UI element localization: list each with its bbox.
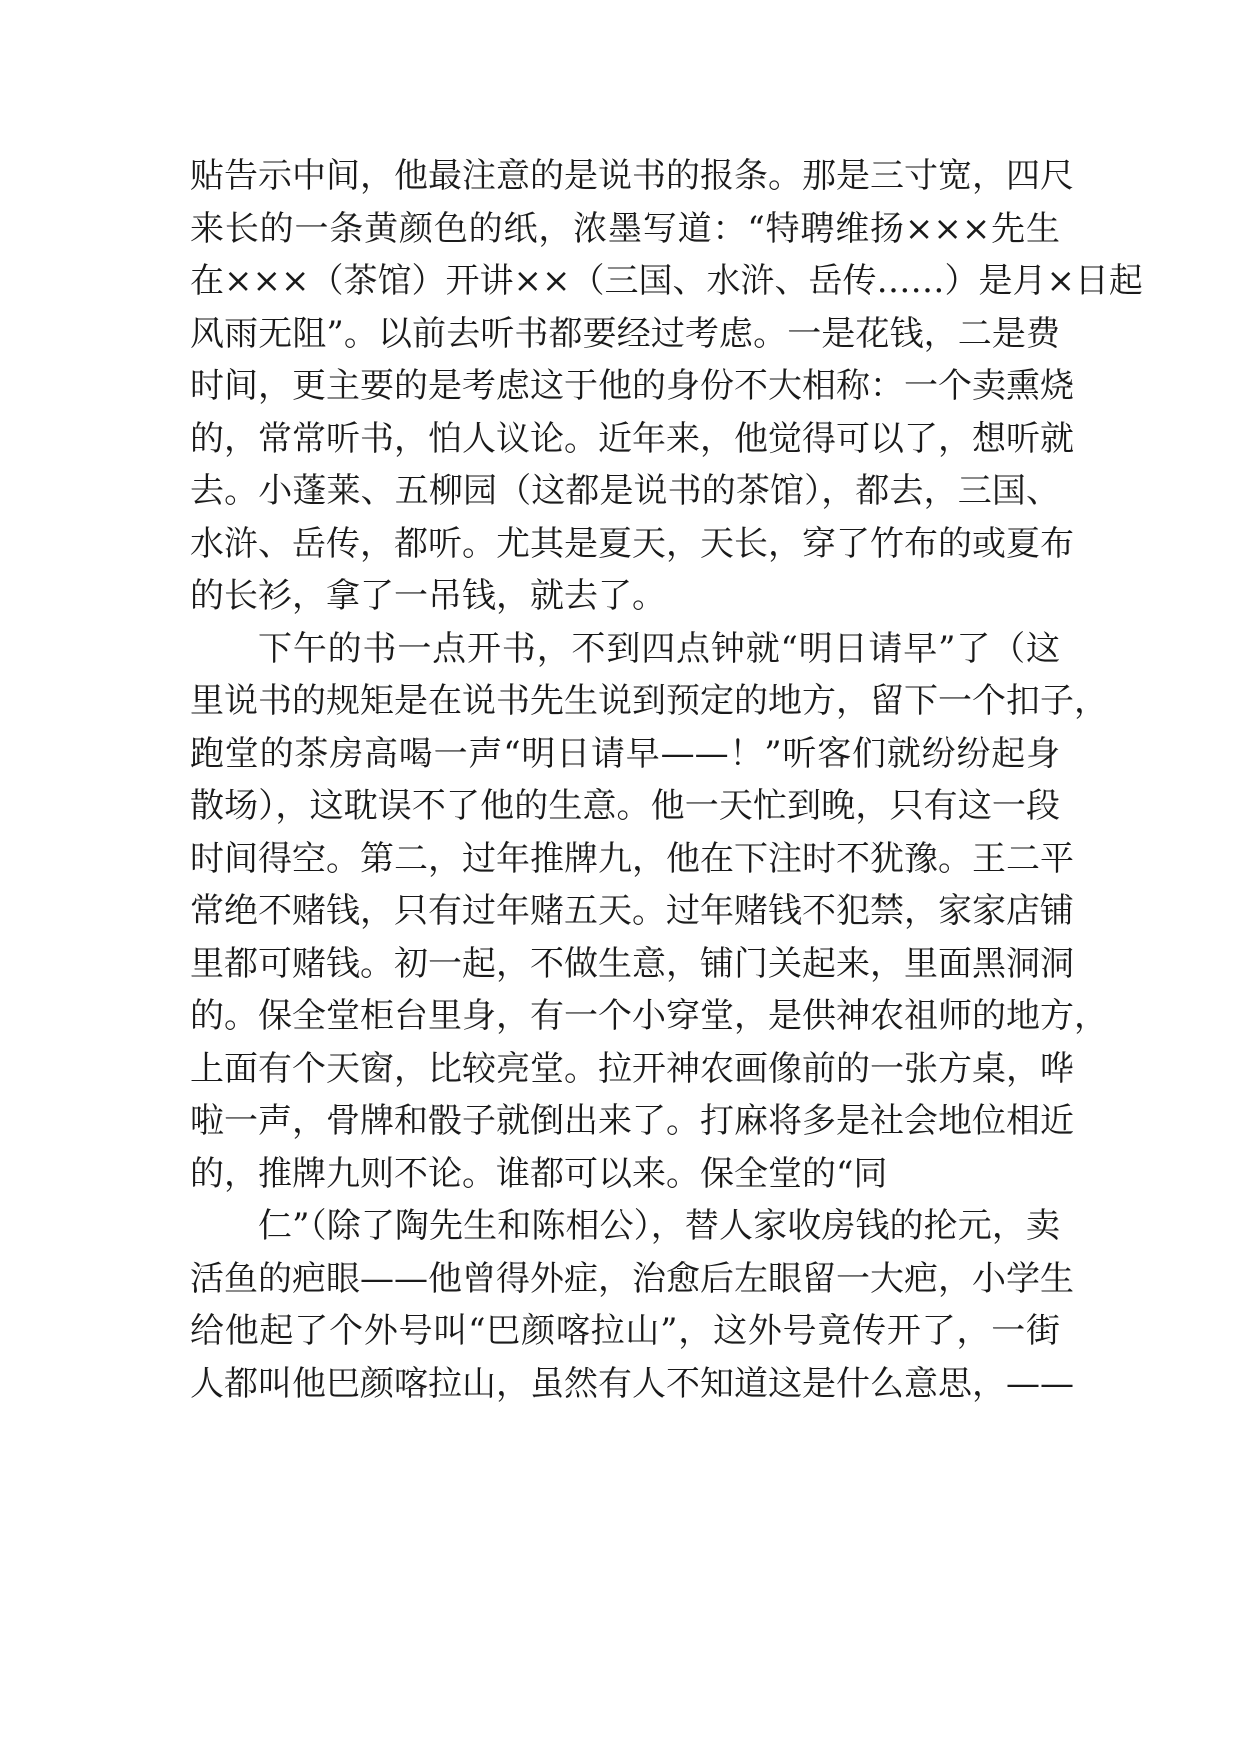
text-line: 啦一声，骨牌和骰子就倒出来了。打麻将多是社会地位相近	[190, 1101, 1074, 1141]
text-line: 跑堂的茶房高喝一声“明日请早——！”听客们就纷纷起身	[190, 733, 1060, 774]
text-line: 常绝不赌钱，只有过年赌五天。过年赌钱不犯禁，家家店铺	[190, 891, 1074, 931]
text-line: 的。保全堂柜台里身，有一个小穿堂，是供神农祖师的地方，	[190, 996, 1108, 1036]
text-line: 的，常常听书，怕人议论。近年来，他觉得可以了，想听就	[190, 418, 1074, 459]
text-line: 来长的一条黄颜色的纸，浓墨写道：“特聘维扬×××先生	[190, 208, 1060, 249]
body-text	[190, 150, 1143, 1410]
text-line: 水浒、岳传，都听。尤其是夏天，天长，穿了竹布的或夏布	[190, 523, 1074, 564]
text-line: 人都叫他巴颜喀拉山，虽然有人不知道这是什么意思，——	[190, 1363, 1074, 1404]
paragraph-first-line: 仁”（除了陶先生和陈相公），替人家收房钱的抡元，卖	[258, 1206, 1060, 1246]
text-line: 的，推牌九则不论。谁都可以来。保全堂的“同	[190, 1153, 888, 1194]
text-line: 上面有个天窗，比较亮堂。拉开神农画像前的一张方桌，哗	[190, 1048, 1074, 1089]
text-line: 去。小蓬莱、五柳园（这都是说书的茶馆），都去，三国、	[190, 471, 1060, 511]
text-line: 风雨无阻”。以前去听书都要经过考虑。一是花钱，二是费	[190, 313, 1060, 354]
text-line: 的长衫，拿了一吊钱，就去了。	[190, 576, 666, 616]
paragraph-first-line: 下午的书一点开书，不到四点钟就“明日请早”了（这	[258, 628, 1060, 669]
text-line: 时间得空。第二，过年推牌九，他在下注时不犹豫。王二平	[190, 838, 1074, 879]
text-line: 里都可赌钱。初一起，不做生意，铺门关起来，里面黑洞洞	[190, 943, 1074, 984]
text-line: 散场），这耽误不了他的生意。他一天忙到晚，只有这一段	[190, 786, 1060, 826]
text-line: 贴告示中间，他最注意的是说书的报条。那是三寸宽，四尺	[190, 156, 1074, 196]
text-line: 时间，更主要的是考虑这于他的身份不大相称：一个卖熏烧	[190, 366, 1074, 406]
text-line: 在×××（茶馆）开讲××（三国、水浒、岳传……）是月×日起	[190, 261, 1143, 301]
text-line: 给他起了个外号叫“巴颜喀拉山”，这外号竟传开了，一街	[190, 1311, 1060, 1351]
text-line: 活鱼的疤眼——他曾得外症，治愈后左眼留一大疤，小学生	[190, 1258, 1074, 1299]
text-line: 里说书的规矩是在说书先生说到预定的地方，留下一个扣子，	[190, 681, 1108, 721]
